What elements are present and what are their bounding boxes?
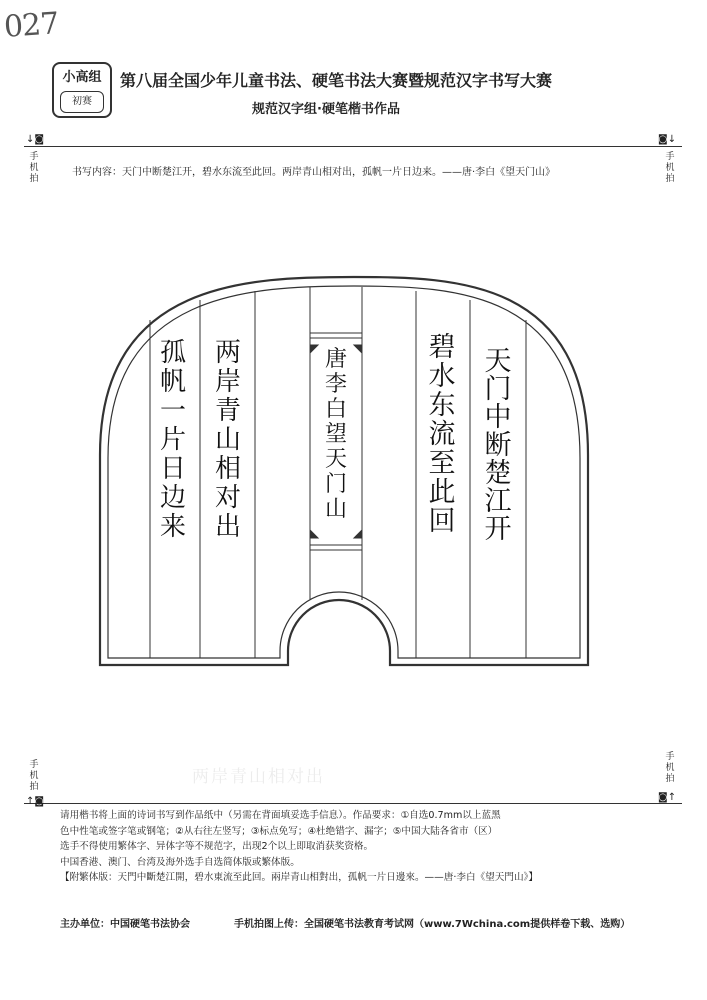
- camera-icon-top-left: ↓◙: [26, 134, 45, 145]
- requirements-line: 中国香港、澳门、台湾及海外选手自选简体版或繁体版。: [60, 856, 300, 868]
- bottom-divider: [24, 803, 682, 804]
- requirements-block: [60, 808, 650, 886]
- requirements-line: 【附繁体版：天門中斷楚江開，碧水東流至此回。兩岸青山相對出，孤帆一片日邊來。——唐·李白《望天門山》】: [60, 872, 538, 883]
- camera-icon-bottom-left: ↑◙: [26, 796, 45, 807]
- page-title: 第八届全国少年儿童书法、硬笔书法大赛暨规范汉字书写大赛: [120, 71, 553, 90]
- artwork-poem-column: 碧水东流至此回: [428, 332, 456, 537]
- upload-footer: 手机拍图上传：全国硬笔书法教育考试网（www.7Wchina.com提供样卷下载、选购）: [234, 919, 631, 930]
- show-through-text: 两岸青山相对出: [192, 767, 325, 787]
- artwork-signature-column: 唐李白望天门山: [324, 347, 348, 522]
- artwork-poem-column: 两岸青山相对出: [214, 338, 242, 542]
- organizer-footer: 主办单位：中国硬笔书法协会: [60, 919, 190, 930]
- camera-icon-top-right: ◙↓: [658, 134, 677, 145]
- camera-hint-bottom-left: 手机拍: [29, 760, 39, 792]
- badge-round-label: 初赛: [60, 91, 104, 113]
- artwork-poem-column: 天门中断楚江开: [484, 346, 512, 545]
- camera-hint-top-right: 手机拍: [665, 152, 675, 184]
- badge-group-label: 小高组: [62, 70, 102, 85]
- camera-icon-bottom-right: ◙↑: [658, 792, 677, 803]
- camera-hint-bottom-right: 手机拍: [665, 752, 675, 784]
- page-subtitle: 规范汉字组·硬笔楷书作品: [252, 102, 400, 117]
- handwritten-serial-number: 027: [2, 6, 60, 45]
- writing-content-line: 书写内容：天门中断楚江开，碧水东流至此回。两岸青山相对出，孤帆一片日边来。——唐·李白《望天门山》: [72, 167, 556, 178]
- artwork-poem-column: 孤帆一片日边来: [159, 338, 187, 542]
- requirements-line: 选手不得使用繁体字、异体字等不规范字，出现2个以上即取消获奖资格。: [60, 841, 374, 852]
- requirements-line: 色中性笔或签字笔或钢笔；②从右往左竖写；③标点免写；④杜绝错字、漏字；⑤中国大陆各省市（区）: [60, 825, 498, 837]
- requirements-line: 请用楷书将上面的诗词书写到作品纸中（另需在背面填妥选手信息）。作品要求：①自选0.7mm以上蓝黑: [60, 810, 501, 821]
- camera-hint-top-left: 手机拍: [29, 152, 39, 184]
